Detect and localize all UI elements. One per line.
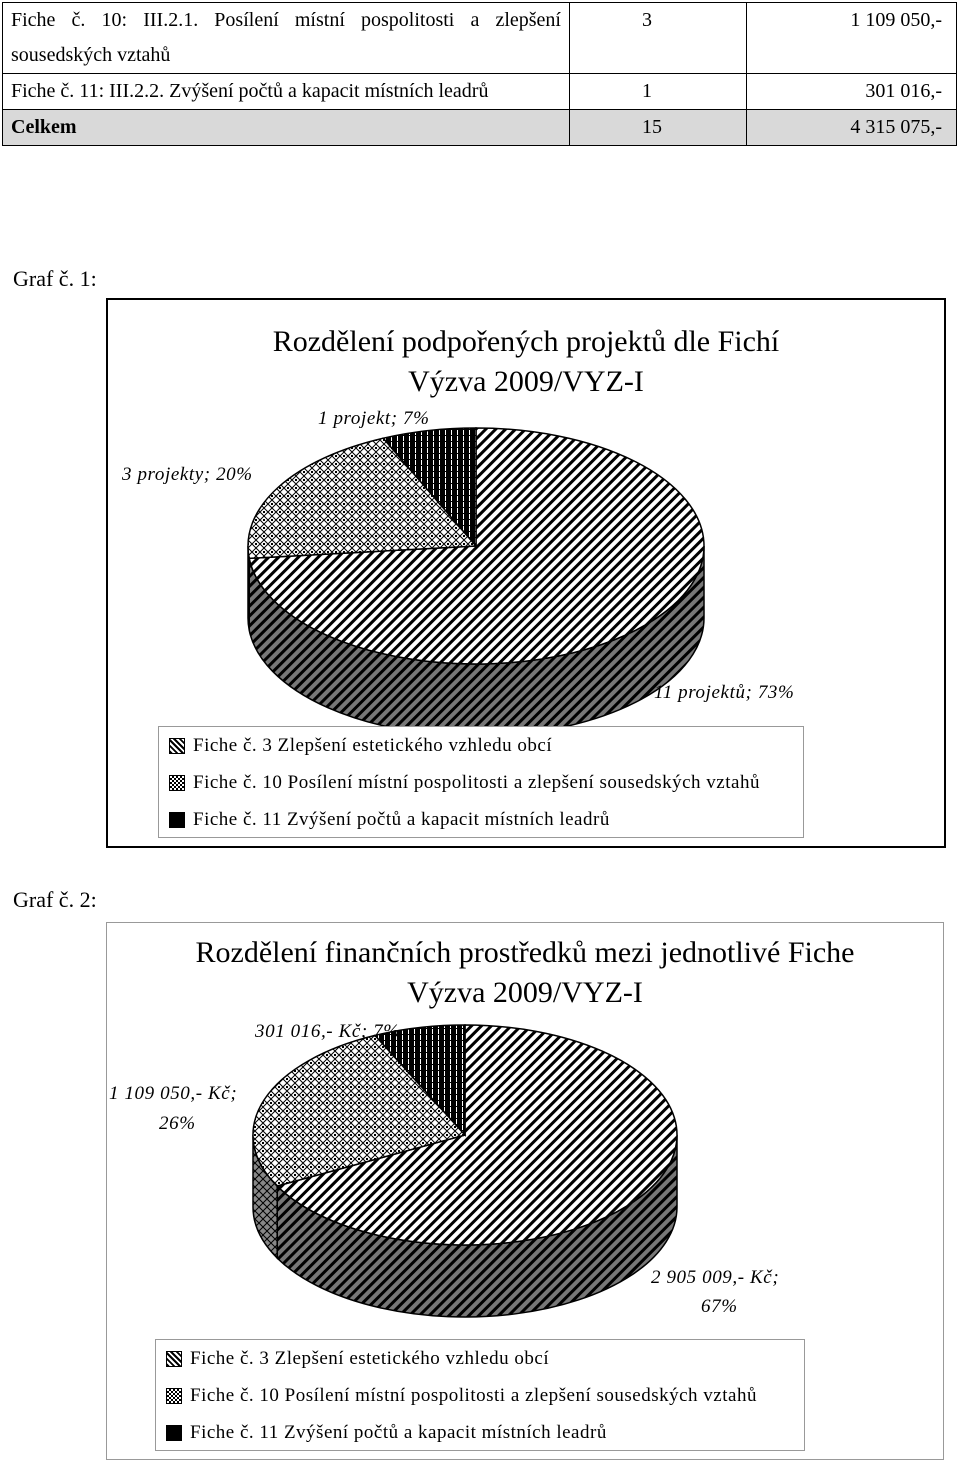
amount-cell: 301 016,- bbox=[747, 74, 957, 110]
graph1-title-line1: Rozdělení podpořených projektů dle Fichí bbox=[272, 325, 780, 358]
graph2-title-line2: Výzva 2009/VYZ-I bbox=[407, 976, 643, 1009]
graph2-title-line1: Rozdělení finančních prostředků mezi jednotlivé Fiche bbox=[195, 936, 855, 969]
summary-table bbox=[2, 2, 957, 146]
table-row bbox=[3, 74, 957, 110]
checker-swatch-icon bbox=[169, 775, 185, 791]
legend-label: Fiche č. 10 Posílení místní pospolitosti a zlepšení sousedských vztahů bbox=[190, 1385, 757, 1406]
checker-swatch-icon bbox=[166, 1388, 182, 1404]
graph1-label: Graf č. 1: bbox=[13, 266, 97, 291]
legend-label: Fiche č. 11 Zvýšení počtů a kapacit místních leadrů bbox=[193, 809, 610, 830]
project-count-cell: 3 bbox=[570, 3, 747, 74]
graph2-label: Graf č. 2: bbox=[13, 887, 97, 912]
dark-dotted-swatch-icon bbox=[166, 1425, 182, 1441]
total-count-cell: 15 bbox=[570, 110, 747, 146]
dark-dotted-swatch-icon bbox=[169, 812, 185, 828]
pie1-data-label-fiche3: 11 projektů; 73% bbox=[654, 682, 795, 703]
diagonal-hatch-swatch-icon bbox=[166, 1351, 182, 1367]
fiche-name-cell: Fiche č. 10: III.2.1. Posílení místní pospolitosti a zlepšení sousedských vztahů bbox=[3, 3, 570, 74]
pie2-data-label-fiche10-pct: 26% bbox=[159, 1113, 196, 1134]
legend-label: Fiche č. 10 Posílení místní pospolitosti a zlepšení sousedských vztahů bbox=[193, 772, 760, 793]
total-label-cell: Celkem bbox=[3, 110, 570, 146]
pie1-data-label-fiche10: 3 projekty; 20% bbox=[122, 464, 253, 485]
pie2-data-label-fiche3-pct: 67% bbox=[701, 1296, 738, 1317]
legend-label: Fiche č. 11 Zvýšení počtů a kapacit místních leadrů bbox=[190, 1422, 607, 1443]
graph1-title-line2: Výzva 2009/VYZ-I bbox=[408, 365, 644, 398]
pie2-data-label-fiche10: 1 109 050,- Kč; bbox=[109, 1083, 238, 1104]
diagonal-hatch-swatch-icon bbox=[169, 738, 185, 754]
legend-label: Fiche č. 3 Zlepšení estetického vzhledu obcí bbox=[190, 1348, 550, 1369]
pie2-data-label-fiche3: 2 905 009,- Kč; bbox=[651, 1267, 780, 1288]
fiche-name-cell: Fiche č. 11: III.2.2. Zvýšení počtů a kapacit místních leadrů bbox=[3, 74, 570, 110]
pie1-data-label-fiche11: 1 projekt; 7% bbox=[318, 408, 430, 429]
project-count-cell: 1 bbox=[570, 74, 747, 110]
table-row bbox=[3, 3, 957, 74]
total-amount-cell: 4 315 075,- bbox=[747, 110, 957, 146]
graph2-chart bbox=[106, 922, 944, 1460]
pie2-data-label-fiche11: 301 016,- Kč; 7% bbox=[255, 1021, 400, 1042]
graph2-legend bbox=[155, 1339, 805, 1451]
table-total-row bbox=[3, 110, 957, 146]
amount-cell: 1 109 050,- bbox=[747, 3, 957, 74]
graph1-legend bbox=[158, 726, 804, 838]
graph1-chart bbox=[106, 298, 946, 848]
legend-label: Fiche č. 3 Zlepšení estetického vzhledu obcí bbox=[193, 735, 553, 756]
